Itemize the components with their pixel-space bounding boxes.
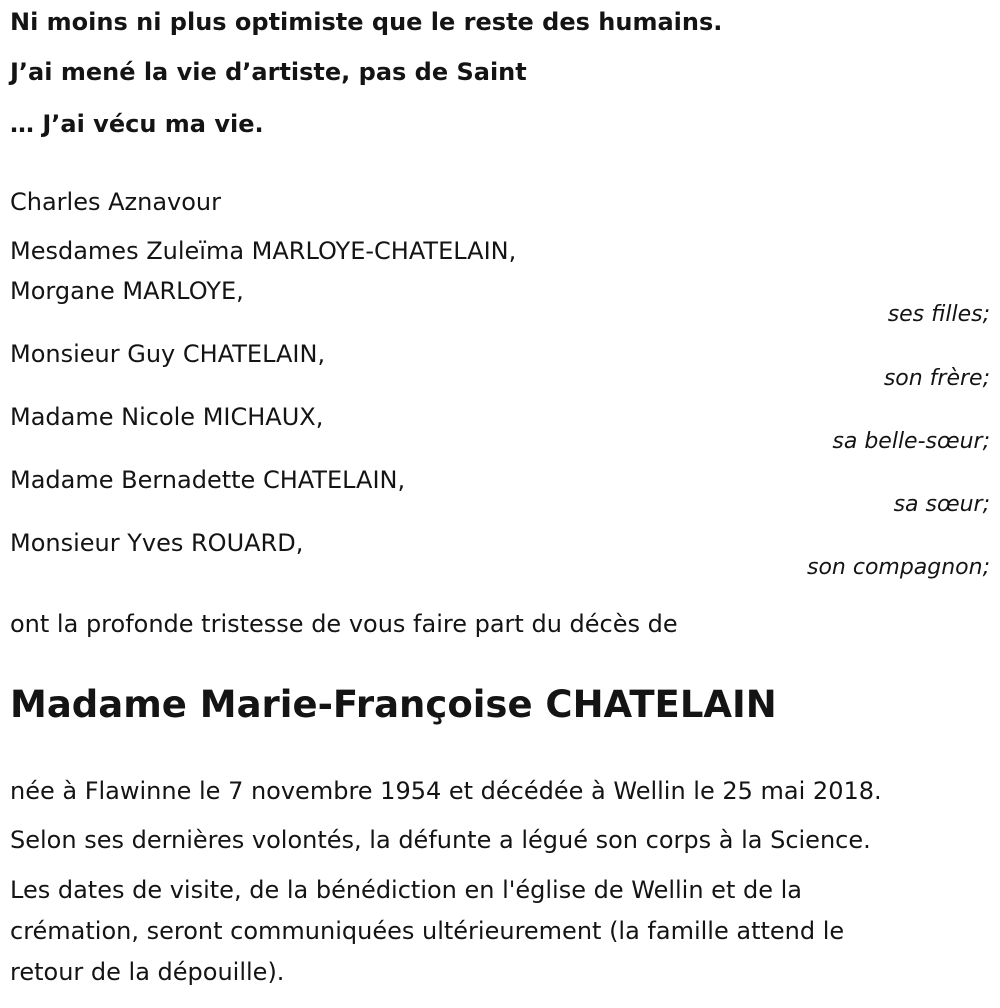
final-wishes: Selon ses dernières volontés, la défunte a légué son corps à la Science.	[10, 826, 871, 854]
family-member-name: Madame Nicole MICHAUX,	[10, 403, 324, 431]
epigraph-author: Charles Aznavour	[10, 188, 222, 216]
family-member-name: Monsieur Yves ROUARD,	[10, 529, 304, 557]
epigraph-line-2: J’ai mené la vie d’artiste, pas de Saint	[10, 58, 527, 86]
ceremony-info-line-3: retour de la dépouille).	[10, 958, 285, 986]
family-member-name: Morgane MARLOYE,	[10, 277, 244, 305]
epigraph-line-3: … J’ai vécu ma vie.	[10, 110, 264, 138]
announcement-text: ont la profonde tristesse de vous faire part du décès de	[10, 610, 678, 638]
ceremony-info-line-2: crémation, seront communiquées ultérieurement (la famille attend le	[10, 917, 845, 945]
family-relation: sa belle-sœur;	[832, 429, 990, 454]
epigraph-line-1: Ni moins ni plus optimiste que le reste des humains.	[10, 8, 723, 36]
family-member-name: Monsieur Guy CHATELAIN,	[10, 340, 326, 368]
ceremony-info-line-1: Les dates de visite, de la bénédiction en l'église de Wellin et de la	[10, 876, 802, 904]
family-relation: sa sœur;	[893, 492, 990, 517]
birth-death-info: née à Flawinne le 7 novembre 1954 et décédée à Wellin le 25 mai 2018.	[10, 777, 882, 805]
family-relation: son compagnon;	[806, 555, 990, 580]
family-relation: son frère;	[883, 366, 990, 391]
family-member-name: Mesdames Zuleïma MARLOYE-CHATELAIN,	[10, 237, 517, 265]
family-relation: ses filles;	[887, 302, 990, 327]
deceased-name: Madame Marie-Françoise CHATELAIN	[10, 683, 777, 726]
family-member-name: Madame Bernadette CHATELAIN,	[10, 466, 406, 494]
